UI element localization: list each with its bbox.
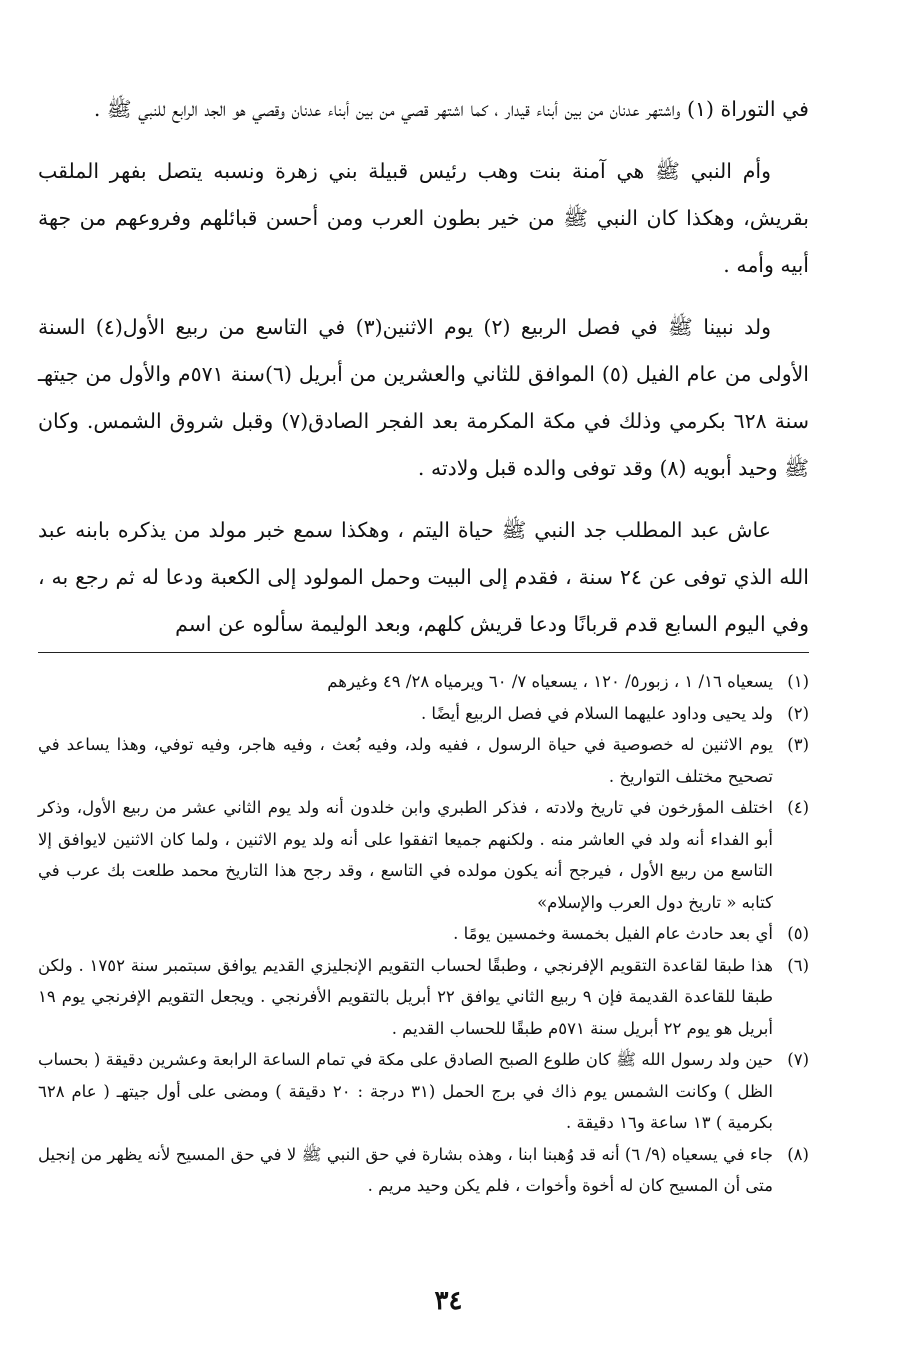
footnote-number: (٣) [787,735,809,754]
main-text [38,86,809,663]
footnote-number: (٧) [787,1050,809,1069]
page-number: ٣٤ [434,1286,463,1316]
footnote-2 [38,698,809,730]
paragraph-4: عاش عبد المطلب جد النبي ﷺ حياة اليتم ، وهكذا سمع خبر مولد من يذكره بابنه عبد الله الذي توفى عن ٢٤ سنة ، فقدم إلى البيت وحمل المولود إلى الكعبة ودعا له ثم رجع به ، وفي اليوم السابع قدم قربانًا ودعا قريش كلهم، وبعد الوليمة سألوه عن اسم [38,518,809,636]
footnote-number: (٨) [787,1144,809,1164]
footnote-1 [38,666,809,698]
footnote-text: ولد يحيى وداود عليهما السلام في فصل الربيع أيضًا . [420,703,773,723]
footnote-text: حين ولد رسول الله ﷺ كان طلوع الصبح الصادق على مكة في تمام الساعة الرابعة وعشرين دقيقة ( بحساب الظل ) وكانت الشمس يوم ذاك في برج الحمل (٣١ درجة : ٢٠ دقيقة ) ومضى على أول جيتهـ ( عام ٦٢٨ بكرمية ) ١٣ ساعة و١٦ دقيقة . [38,1050,774,1132]
footnote-divider [38,652,809,653]
footnote-text: يسعياه ١٦/ ١ ، زبور٥/ ١٢٠ ، يسعياه ٧/ ٦٠ ويرمياه ٢٨/ ٤٩ وغيرهم [327,672,773,691]
footnote-5 [38,918,809,950]
footnote-3 [38,729,809,792]
paragraph-3: ولد نبينا ﷺ في فصل الربيع (٢) يوم الاثنين(٣) في التاسع من ربيع الأول(٤) السنة الأولى من عام الفيل (٥) الموافق للثاني والعشرين من أبريل (٦)سنة ٥٧١م والأول من جيتهـ سنة ٦٢٨ بكرمي وذلك في مكة المكرمة بعد الفجر الصادق(٧) وقبل شروق الشمس. وكان ﷺ وحيد أبويه (٨) وقد توفى والده قبل ولادته . [38,315,810,480]
footnote-text: هذا طبقا لقاعدة التقويم الإفرنجي ، وطبقًا لحساب التقويم الإنجليزي القديم يوافق سبتمبر سنة ١٧٥٢ . ولكن طبقا للقاعدة القديمة فإن ٩ ربيع الثاني يوافق ٢٢ أبريل بالتقويم الأفرنجي . ويجعل التقويم الإفرنجي يوم ١٩ أبريل هو يوم ٢٢ أبريل سنة ٥٧١م طبقًا للحساب القديم . [38,955,774,1038]
footnote-6 [38,950,809,1045]
footnote-4 [38,792,809,918]
paragraph-1: في التوراة (١) واشتهر عدنان من بين أبناء قيدار ، كما اشتهر قصي من بين أبناء عدنان وقصي هو الجد الرابع للنبي ﷺ . [93,97,809,121]
paragraph-2: وأم النبي ﷺ هي آمنة بنت وهب رئيس قبيلة بني زهرة ونسبه يتصل بفهر الملقب بقريش، وهكذا كان النبي ﷺ من خير بطون العرب ومن أحسن قبائلهم وفروعهم من جهة أبيه وأمه . [38,159,809,277]
footnote-text: أي بعد حادث عام الفيل بخمسة وخمسين يومًا . [453,924,773,943]
footnote-number: (٢) [787,703,809,723]
footnote-number: (٤) [787,798,809,817]
footnote-7 [38,1044,809,1139]
footnote-number: (١) [787,672,809,691]
footnote-text: اختلف المؤرخون في تاريخ ولادته ، فذكر الطبري وابن خلدون أنه ولد يوم الثاني عشر من ربيع الأول، وذكر أبو الفداء أنه ولد في العاشر منه . ولكنهم جميعا اتفقوا على أنه ولد يوم الاثنين ، ولما كان الاثنين لايوافق إلا التاسع من ربيع الأول ، فيرجح أنه يكون مولده في التاسع ، وقد رجح هذا التاريخ محمد طلعت بك عرب في كتابه « تاريخ دول العرب والإسلام» [38,798,773,912]
footnote-number: (٥) [787,924,809,943]
footnote-8 [38,1139,809,1202]
footnote-number: (٦) [787,955,809,975]
footnote-text: جاء في يسعياه (٩/ ٦) أنه قد وُهبنا ابنا ، وهذه بشارة في حق النبي ﷺ لا في حق المسيح لأنه يظهر من إنجيل متى أن المسيح كان له أخوة وأخوات ، فلم يكن وحيد مريم . [38,1144,773,1195]
footnote-text: يوم الاثنين له خصوصية في حياة الرسول ، ففيه ولد، وفيه بُعث ، وفيه هاجر، وفيه توفي، وهذا يساعد في تصحيح مختلف التواريخ . [38,735,773,786]
footnotes [38,666,809,1202]
